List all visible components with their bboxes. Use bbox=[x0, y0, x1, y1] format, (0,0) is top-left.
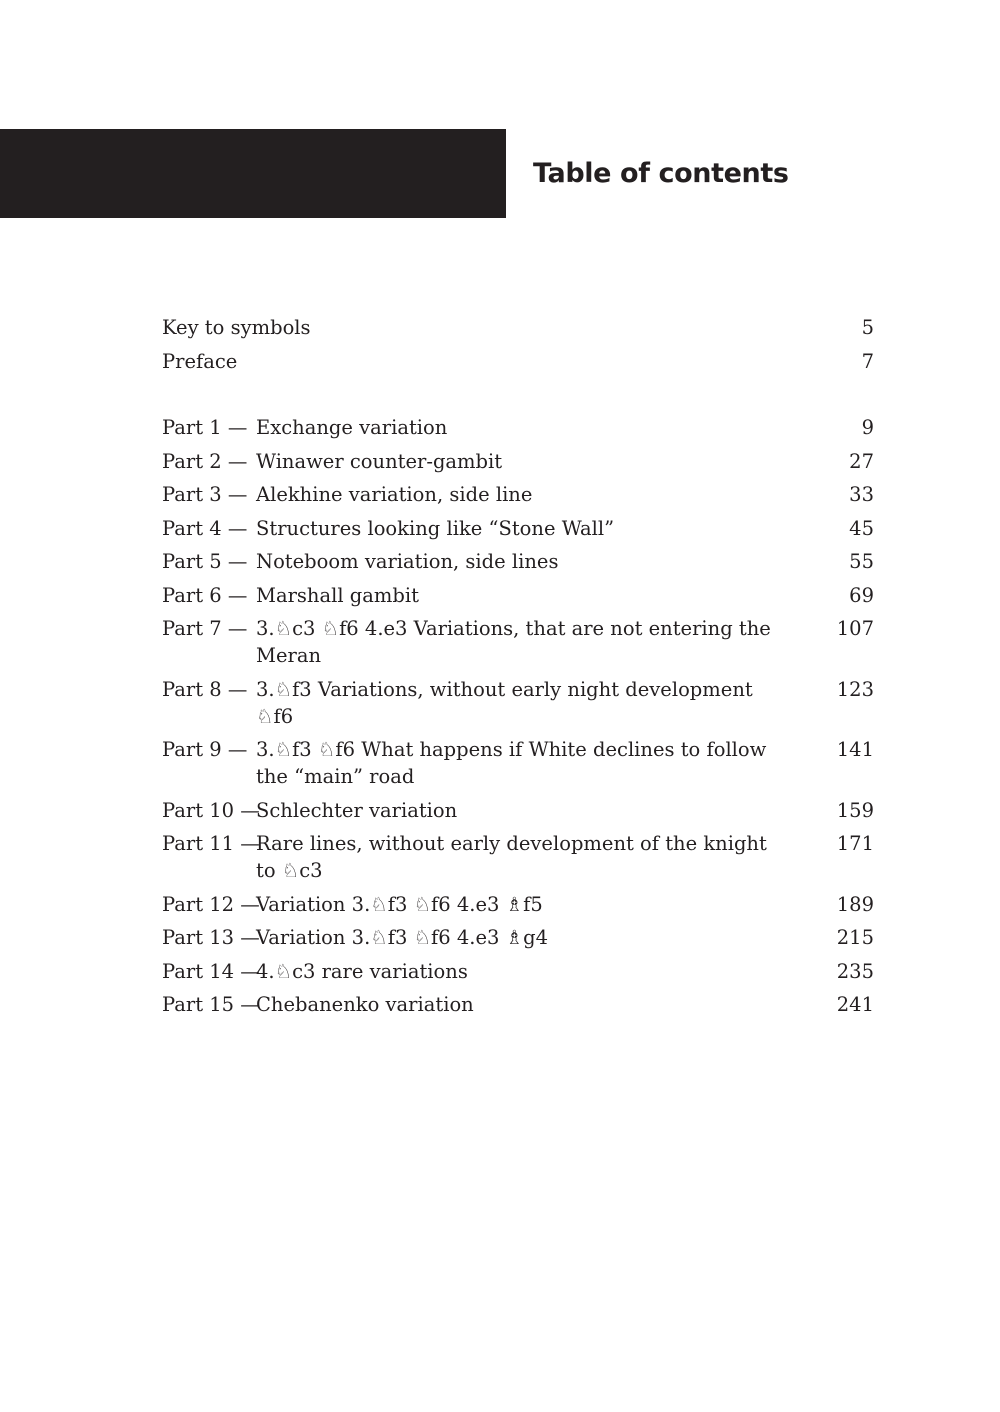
toc-part-number: Part 14 — bbox=[162, 959, 260, 983]
toc-page-number: 33 bbox=[849, 483, 874, 506]
toc-part-number: Part 12 — bbox=[162, 892, 260, 916]
toc-label: 4.♘c3 rare variations bbox=[256, 959, 468, 983]
toc-label: Noteboom variation, side lines bbox=[256, 550, 559, 573]
toc-row-part-12[interactable] bbox=[162, 891, 874, 918]
toc-page-number: 45 bbox=[849, 516, 874, 540]
toc-row-part-7[interactable] bbox=[162, 615, 874, 669]
toc-label: 3.♘f3 Variations, without early night development ♘f6 bbox=[256, 677, 753, 728]
toc-part-number: Part 7 — bbox=[162, 617, 248, 640]
table-of-contents bbox=[162, 314, 874, 1025]
toc-row-part-5[interactable] bbox=[162, 548, 874, 575]
toc-label: Alekhine variation, side line bbox=[256, 483, 533, 506]
toc-page-number: 123 bbox=[836, 677, 874, 701]
toc-page-number: 171 bbox=[836, 832, 874, 855]
toc-label: Marshall gambit bbox=[256, 583, 419, 607]
toc-row-part-1[interactable] bbox=[162, 414, 874, 441]
toc-part-number: Part 5 — bbox=[162, 550, 248, 573]
toc-page-number: 141 bbox=[836, 738, 874, 761]
toc-label: Key to symbols bbox=[162, 316, 311, 339]
toc-page-number: 27 bbox=[849, 449, 874, 473]
toc-row-part-2[interactable] bbox=[162, 448, 874, 475]
toc-row-part-13[interactable] bbox=[162, 924, 874, 951]
toc-page-number: 5 bbox=[861, 316, 874, 339]
toc-part-number: Part 6 — bbox=[162, 583, 248, 607]
toc-row-part-11[interactable] bbox=[162, 830, 874, 884]
toc-page-number: 189 bbox=[836, 892, 874, 916]
toc-label: Exchange variation bbox=[256, 416, 448, 439]
toc-row-part-3[interactable] bbox=[162, 481, 874, 508]
toc-row-part-15[interactable] bbox=[162, 991, 874, 1018]
toc-page-number: 107 bbox=[836, 617, 874, 640]
toc-label: Variation 3.♘f3 ♘f6 4.e3 ♗g4 bbox=[256, 926, 549, 949]
page-title: Table of contents bbox=[533, 158, 789, 189]
toc-part-number: Part 2 — bbox=[162, 449, 248, 473]
toc-page-number: 69 bbox=[849, 583, 874, 607]
toc-row-preface[interactable] bbox=[162, 348, 874, 375]
toc-label: Variation 3.♘f3 ♘f6 4.e3 ♗f5 bbox=[256, 892, 543, 916]
toc-page-number: 9 bbox=[861, 416, 874, 439]
toc-label: Structures looking like “Stone Wall” bbox=[256, 516, 615, 540]
toc-label: 3.♘f3 ♘f6 What happens if White declines to follow the “main” road bbox=[256, 738, 767, 788]
toc-row-part-6[interactable] bbox=[162, 582, 874, 609]
toc-page-number: 241 bbox=[836, 993, 874, 1016]
toc-label: Schlechter variation bbox=[256, 798, 458, 822]
toc-row-part-8[interactable] bbox=[162, 676, 874, 730]
toc-page-number: 235 bbox=[836, 959, 874, 983]
header-bar bbox=[0, 129, 506, 218]
toc-label: Winawer counter-gambit bbox=[256, 449, 503, 473]
toc-part-number: Part 1 — bbox=[162, 416, 248, 439]
toc-label: 3.♘c3 ♘f6 4.e3 Variations, that are not entering the Meran bbox=[256, 617, 771, 667]
toc-page-number: 55 bbox=[849, 550, 874, 573]
toc-part-number: Part 13 — bbox=[162, 926, 260, 949]
toc-row-part-10[interactable] bbox=[162, 797, 874, 824]
toc-label: Rare lines, without early development of the knight to ♘c3 bbox=[256, 832, 767, 882]
toc-part-number: Part 15 — bbox=[162, 993, 260, 1016]
toc-row-key-to-symbols[interactable] bbox=[162, 314, 874, 341]
toc-part-number: Part 9 — bbox=[162, 738, 248, 761]
toc-page-number: 7 bbox=[861, 349, 874, 373]
toc-part-number: Part 11 — bbox=[162, 832, 260, 855]
toc-label: Chebanenko variation bbox=[256, 993, 474, 1016]
toc-row-part-14[interactable] bbox=[162, 958, 874, 985]
toc-label: Preface bbox=[162, 349, 238, 373]
toc-page-number: 159 bbox=[836, 798, 874, 822]
toc-part-number: Part 10 — bbox=[162, 798, 260, 822]
toc-part-number: Part 4 — bbox=[162, 516, 248, 540]
toc-row-part-9[interactable] bbox=[162, 736, 874, 790]
toc-row-part-4[interactable] bbox=[162, 515, 874, 542]
toc-page-number: 215 bbox=[836, 926, 874, 949]
section-gap bbox=[162, 381, 874, 414]
toc-part-number: Part 3 — bbox=[162, 483, 248, 506]
toc-part-number: Part 8 — bbox=[162, 677, 248, 701]
